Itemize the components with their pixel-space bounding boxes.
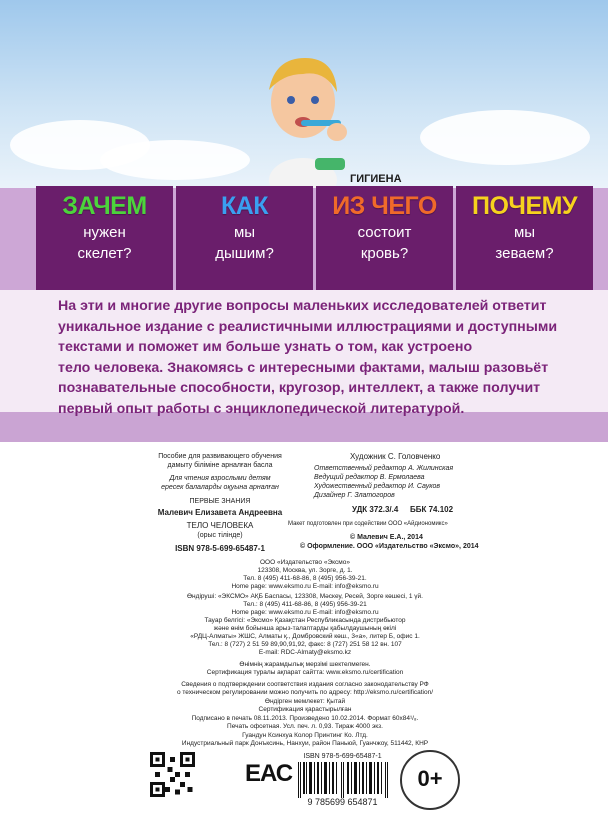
publisher-line: E-mail: RDC-Almaty@eksmo.kz — [258, 649, 352, 656]
artist-credit: Художник С. Головченко — [350, 452, 441, 461]
udk-code: УДК 372.3/.4 — [352, 505, 399, 514]
card-line: мы — [513, 224, 536, 241]
publisher-line: Тауар белгісі: «Эксмо» Қазақстан Республикасында дистрибьютор — [204, 617, 406, 624]
card-line: дышим? — [215, 245, 274, 262]
question-card-how — [176, 186, 313, 290]
purpose-line: ересек балаларды оқуына арналған — [161, 484, 279, 491]
card-line: зеваем? — [495, 245, 554, 262]
qr-code-icon — [150, 752, 195, 797]
legal-line: Гуандун Ксинхуа Колор Принтинг Ко. Лтд. — [242, 732, 368, 739]
barcode-bars — [296, 762, 390, 798]
card-line: кровь? — [360, 245, 409, 262]
question-card-why — [36, 186, 173, 290]
publisher-line: 123308, Москва, ул. Зорге, д. 1. — [257, 567, 353, 574]
card-heading: ИЗ ЧЕГО — [332, 192, 437, 220]
copyright-line: © Малевич Е.А., 2014 — [350, 534, 423, 541]
card-line: мы — [233, 224, 256, 241]
publisher-line: Home page: www.eksmo.ru E-mail: info@eksmo.ru — [231, 583, 379, 590]
cloud — [100, 140, 250, 180]
legal-line: Печать офсетная. Усл. печ. л. 0,93. Тираж 4000 экз. — [227, 723, 383, 730]
intro-line: текстами и поможет им больше узнать о том, как устроено — [58, 339, 473, 355]
boy-brushing-teeth-illustration — [255, 40, 350, 190]
language-note: (орыс тілінде) — [197, 532, 243, 539]
editor-credit: Ведущий редактор В. Ермолаева — [314, 474, 425, 481]
editor-credit: Ответственный редактор А. Жилинская — [314, 465, 454, 472]
legal-line: Сведения о подтверждении соответствия издания согласно законодательству РФ — [181, 681, 429, 688]
card-heading: КАК — [220, 192, 269, 220]
question-card-what-of — [316, 186, 453, 290]
cloud — [420, 110, 590, 165]
publisher-line: Тел.: 8 (727) 2 51 59 89,90,91,92, факс: 8 (727) 251 58 12 вн. 107 — [208, 641, 402, 648]
publisher-line: Тел. 8 (495) 411-68-86, 8 (495) 956-39-21. — [243, 575, 367, 582]
intro-line: На эти и многие другие вопросы маленьких исследователей ответит — [58, 298, 547, 314]
intro-line: уникальное издание с реалистичными иллюстрациями и доступными — [58, 318, 558, 335]
question-card-why-yawn — [456, 186, 593, 290]
isbn: ISBN 978-5-699-65487-1 — [175, 544, 265, 553]
book-title: ТЕЛО ЧЕЛОВЕКА — [186, 521, 254, 530]
editor-credit: Дизайнер Г. Златогоров — [314, 492, 395, 499]
publisher-line: Сертификация туралы ақпарат сайтта: www.eksmo.ru/certification — [206, 669, 404, 676]
intro-text — [58, 296, 578, 419]
eac-mark: ЕАС — [245, 760, 293, 787]
card-heading: ЗАЧЕМ — [62, 192, 147, 220]
legal-line: Подписано в печать 08.11.2013. Произведено 10.02.2014. Формат 60x84¹/₈. — [191, 715, 419, 722]
copyright-line: © Оформление. ООО «Издательство «Эксмо», 2014 — [300, 543, 479, 550]
legal-line: Индустриальный парк Донъксинь, Нанхуи, район Паньюй, Гуанчжоу, 511442, КНР — [181, 740, 429, 747]
card-line: нужен — [83, 224, 126, 241]
publisher-line: Home page: www.eksmo.ru E-mail: info@eksmo.ru — [231, 609, 379, 616]
barcode-digits: 9 785699 654871 — [307, 797, 378, 807]
intro-line: тело человека. Знакомясь с интересными фактами, малыш разовьёт — [58, 359, 549, 376]
card-line: состоит — [357, 224, 412, 241]
purpose-line: Для чтения взрослыми детям — [169, 475, 271, 482]
layout-credit: Макет подготовлен при содействии ООО «Айдиономикс» — [288, 521, 448, 527]
barcode-isbn: ISBN 978-5-699-65487-1 — [303, 753, 382, 760]
series-name: ПЕРВЫЕ ЗНАНИЯ — [189, 498, 251, 505]
barcode — [290, 752, 395, 810]
topic-label: ГИГИЕНА — [350, 173, 402, 185]
publisher-line: ООО «Издательство «Эксмо» — [259, 559, 351, 566]
card-line: скелет? — [77, 245, 132, 262]
bbk-code: ББК 74.102 — [410, 505, 454, 514]
author-name: Малевич Елизавета Андреевна — [157, 508, 283, 517]
purpose-line: дамыту біліміне арналған басла — [167, 462, 273, 469]
editor-credit: Художественный редактор И. Сауков — [314, 483, 441, 490]
purpose-line: Пособие для развивающего обучения — [158, 453, 282, 460]
age-rating-value: 0+ — [417, 766, 443, 791]
legal-line: о техническом регулировании можно получить по адресу: http://eksmo.ru/certification/ — [176, 689, 434, 696]
age-rating-badge — [400, 750, 460, 810]
intro-line: первый опыт работы с энциклопедической литературой. — [58, 400, 465, 417]
publisher-line: «РДЦ-Алматы» ЖШС, Алматы қ., Домбровский көш., 3«а», литер Б, офис 1. — [190, 633, 420, 640]
publisher-line: Өнімнің жарамдылық мерзімі шектелмеген. — [239, 661, 371, 668]
publisher-line: және өнім бойынша арыз-талаптарды қабылдаушының өкілі — [213, 625, 397, 632]
card-heading: ПОЧЕМУ — [471, 192, 578, 220]
publisher-line: Тел.: 8 (495) 411-68-86, 8 (495) 956-39-21 — [243, 601, 367, 608]
publisher-line: Өндіруші: «ЭКСМО» АҚБ Баспасы, 123308, Мәскеу, Ресей, Зорге көшесі, 1 үй. — [187, 593, 423, 600]
legal-line: Өндірген мемлекет: Қытай — [264, 698, 346, 705]
legal-line: Сертификация қарастырылған — [258, 706, 352, 713]
intro-line: познавательные способности, кругозор, интеллект, а также получит — [58, 380, 541, 396]
